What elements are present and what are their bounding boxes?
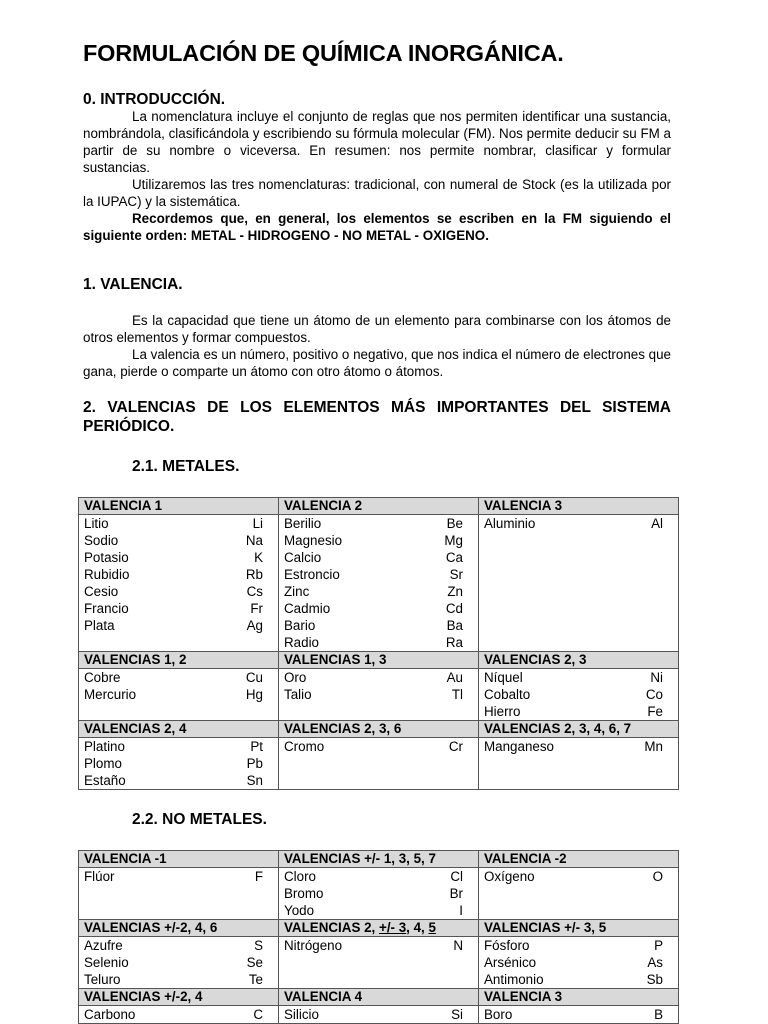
- valencia-paragraph-1: Es la capacidad que tiene un átomo de un elemento para combinarse con los átomos de otros elementos y formar compuestos.: [83, 313, 671, 345]
- element-name: Silicio: [284, 1007, 319, 1022]
- element-name: Aluminio: [484, 516, 536, 531]
- element-entry: [484, 669, 673, 686]
- element-entry: [84, 669, 273, 686]
- element-entry: [84, 566, 273, 583]
- element-entry: [484, 686, 673, 703]
- element-name: Francio: [84, 601, 129, 616]
- element-symbol: Rb: [245, 567, 263, 582]
- element-name: Azufre: [84, 938, 123, 953]
- element-name: Plata: [84, 618, 115, 633]
- table-cell: [479, 937, 679, 989]
- element-name: Oxígeno: [484, 869, 535, 884]
- element-symbol: Mn: [644, 739, 663, 754]
- intro-paragraph-1: La nomenclatura incluye el conjunto de reglas que nos permiten identificar una sustancia, nombrándola, clasificándola y escribiendo su fórmula molecular (FM). Nos permite deducir su FM a partir de su nombre o viceversa. En resumen: nos permite nombrar, clasificar y formular sustancias.: [83, 109, 671, 175]
- no-metales-header-row-1: [79, 851, 679, 868]
- element-name: Selenio: [84, 955, 129, 970]
- table-header: [279, 920, 479, 937]
- underlined-valence: +/- 3: [379, 920, 407, 935]
- element-entry: [84, 755, 273, 772]
- metales-row-3: [79, 738, 679, 790]
- element-entry: [84, 772, 273, 789]
- element-name: Cadmio: [284, 601, 331, 616]
- element-symbol: Li: [252, 516, 263, 531]
- section-1-body: [83, 312, 671, 380]
- table-header: VALENCIA 3: [479, 989, 679, 1006]
- element-name: Magnesio: [284, 533, 343, 548]
- no-metales-header-row-2: [79, 920, 679, 937]
- table-header: VALENCIAS 2, 3, 6: [279, 721, 479, 738]
- element-entry: [284, 634, 473, 651]
- table-cell: [79, 738, 279, 790]
- table-header: VALENCIA -2: [479, 851, 679, 868]
- no-metales-row-1: [79, 868, 679, 920]
- element-name: Radio: [284, 635, 319, 650]
- element-name: Plomo: [84, 756, 122, 771]
- element-symbol: Tl: [451, 687, 463, 702]
- element-entry: [284, 532, 473, 549]
- element-name: Cloro: [284, 869, 316, 884]
- table-cell: [279, 669, 479, 721]
- table-cell: [279, 738, 479, 790]
- intro-paragraph-3: Recordemos que, en general, los elementos se escriben en la FM siguiendo el siguiente orden: METAL - HIDROGENO - NO METAL - OXIGENO.: [83, 211, 671, 243]
- element-name: Cobre: [84, 670, 121, 685]
- table-cell: [479, 738, 679, 790]
- header-text: VALENCIAS 2,: [284, 920, 379, 935]
- element-symbol: Al: [651, 516, 663, 531]
- element-symbol: Be: [446, 516, 463, 531]
- table-header: VALENCIAS 2, 3, 4, 6, 7: [479, 721, 679, 738]
- element-entry: [284, 738, 473, 755]
- section-2-heading: 2. VALENCIAS DE LOS ELEMENTOS MÁS IMPORTANTES DEL SISTEMA PERIÓDICO.: [83, 399, 671, 435]
- table-cell: [479, 669, 679, 721]
- element-entry: [84, 549, 273, 566]
- element-symbol: Co: [645, 687, 663, 702]
- section-0-body: [83, 108, 671, 244]
- table-cell: [479, 868, 679, 920]
- element-symbol: Sb: [646, 972, 663, 987]
- element-name: Yodo: [284, 903, 315, 918]
- element-symbol: Ni: [650, 670, 663, 685]
- element-entry: [84, 583, 273, 600]
- element-symbol: Ag: [246, 618, 263, 633]
- table-header: VALENCIAS +/-2, 4, 6: [79, 920, 279, 937]
- section-0-heading: 0. INTRODUCCIÓN.: [83, 91, 226, 108]
- element-name: Talio: [284, 687, 312, 702]
- element-entry: [284, 617, 473, 634]
- element-entry: [84, 686, 273, 703]
- no-metales-table: [78, 850, 679, 1024]
- underlined-valence: 5: [428, 920, 436, 935]
- table-cell: [279, 1006, 479, 1024]
- element-name: Hierro: [484, 704, 521, 719]
- element-name: Potasio: [84, 550, 129, 565]
- element-entry: [84, 868, 273, 885]
- element-name: Platino: [84, 739, 125, 754]
- element-name: Sodio: [84, 533, 119, 548]
- element-name: Boro: [484, 1007, 513, 1022]
- element-entry: [284, 669, 473, 686]
- element-name: Teluro: [84, 972, 121, 987]
- no-metales-row-2: [79, 937, 679, 989]
- table-header: VALENCIAS 1, 2: [79, 652, 279, 669]
- element-name: Calcio: [284, 550, 322, 565]
- element-entry: [284, 583, 473, 600]
- table-header: VALENCIA 3: [479, 498, 679, 515]
- element-name: Cobalto: [484, 687, 531, 702]
- element-name: Rubidio: [84, 567, 130, 582]
- element-name: Oro: [284, 670, 307, 685]
- element-name: Cromo: [284, 739, 325, 754]
- element-entry: [484, 954, 673, 971]
- table-cell: [279, 868, 479, 920]
- table-header: VALENCIAS 2, 4: [79, 721, 279, 738]
- metales-header-row-1: [79, 498, 679, 515]
- no-metales-heading: 2.2. NO METALES.: [132, 811, 267, 828]
- element-name: Estroncio: [284, 567, 340, 582]
- table-header: VALENCIA 2: [279, 498, 479, 515]
- metales-row-1: [79, 515, 679, 652]
- valencia-paragraph-2: La valencia es un número, positivo o negativo, que nos indica el número de electrones que gana, pierde o comparte un átomo con otro átomo o átomos.: [83, 347, 671, 379]
- document-title: FORMULACIÓN DE QUÍMICA INORGÁNICA.: [83, 40, 564, 66]
- element-entry: [484, 515, 673, 532]
- element-symbol: N: [453, 938, 463, 953]
- element-entry: [284, 885, 473, 902]
- element-entry: [84, 1006, 273, 1023]
- element-symbol: Br: [449, 886, 463, 901]
- element-symbol: Cs: [246, 584, 263, 599]
- table-header: VALENCIA 4: [279, 989, 479, 1006]
- no-metales-header-row-3: [79, 989, 679, 1006]
- table-cell: [79, 515, 279, 652]
- element-entry: [484, 703, 673, 720]
- element-entry: [484, 1006, 673, 1023]
- element-symbol: O: [652, 869, 663, 884]
- table-header: VALENCIAS 2, 3: [479, 652, 679, 669]
- element-symbol: Pt: [250, 739, 263, 754]
- table-cell: [79, 937, 279, 989]
- table-cell: [479, 515, 679, 652]
- metales-heading: 2.1. METALES.: [132, 458, 240, 475]
- element-symbol: Fr: [250, 601, 263, 616]
- element-symbol: Cd: [445, 601, 463, 616]
- section-1-heading: 1. VALENCIA.: [83, 276, 183, 293]
- header-text: , 4,: [406, 920, 429, 935]
- metales-row-2: [79, 669, 679, 721]
- element-symbol: As: [647, 955, 663, 970]
- element-name: Cesio: [84, 584, 119, 599]
- element-symbol: Pb: [246, 756, 263, 771]
- element-symbol: Ba: [446, 618, 463, 633]
- element-entry: [484, 971, 673, 988]
- element-symbol: Sr: [449, 567, 463, 582]
- element-entry: [284, 937, 473, 954]
- element-entry: [484, 868, 673, 885]
- element-entry: [284, 549, 473, 566]
- element-entry: [284, 1006, 473, 1023]
- element-symbol: Ca: [445, 550, 463, 565]
- element-symbol: Sn: [246, 773, 263, 788]
- element-entry: [84, 937, 273, 954]
- metales-header-row-2: [79, 652, 679, 669]
- element-name: Manganeso: [484, 739, 554, 754]
- element-symbol: Fe: [647, 704, 663, 719]
- table-cell: [79, 669, 279, 721]
- element-symbol: F: [254, 869, 263, 884]
- table-header: VALENCIAS +/- 1, 3, 5, 7: [279, 851, 479, 868]
- element-entry: [284, 902, 473, 919]
- element-name: Bario: [284, 618, 316, 633]
- element-entry: [84, 532, 273, 549]
- element-symbol: P: [654, 938, 663, 953]
- element-entry: [284, 566, 473, 583]
- element-symbol: Si: [451, 1007, 463, 1022]
- table-cell: [279, 937, 479, 989]
- element-symbol: Te: [248, 972, 263, 987]
- element-entry: [284, 600, 473, 617]
- element-name: Nitrógeno: [284, 938, 343, 953]
- element-symbol: Cr: [448, 739, 463, 754]
- element-symbol: Se: [246, 955, 263, 970]
- element-name: Carbono: [84, 1007, 136, 1022]
- element-entry: [284, 515, 473, 532]
- table-cell: [79, 868, 279, 920]
- element-symbol: Au: [446, 670, 463, 685]
- no-metales-row-3: [79, 1006, 679, 1024]
- element-entry: [484, 738, 673, 755]
- element-symbol: B: [654, 1007, 663, 1022]
- element-entry: [84, 515, 273, 532]
- table-cell: [279, 515, 479, 652]
- element-name: Níquel: [484, 670, 523, 685]
- element-symbol: Mg: [444, 533, 463, 548]
- element-symbol: S: [254, 938, 263, 953]
- element-entry: [484, 937, 673, 954]
- element-entry: [284, 868, 473, 885]
- element-name: Litio: [84, 516, 109, 531]
- element-name: Berilio: [284, 516, 322, 531]
- element-name: Zinc: [284, 584, 310, 599]
- element-name: Flúor: [84, 869, 115, 884]
- table-header: VALENCIA 1: [79, 498, 279, 515]
- element-entry: [84, 954, 273, 971]
- element-symbol: I: [459, 903, 463, 918]
- element-entry: [84, 617, 273, 634]
- table-header: VALENCIA -1: [79, 851, 279, 868]
- element-name: Estaño: [84, 773, 126, 788]
- element-entry: [84, 738, 273, 755]
- element-entry: [84, 971, 273, 988]
- element-name: Mercurio: [84, 687, 137, 702]
- metales-header-row-3: [79, 721, 679, 738]
- element-entry: [84, 600, 273, 617]
- element-symbol: Cl: [450, 869, 463, 884]
- table-cell: [79, 1006, 279, 1024]
- element-name: Arsénico: [484, 955, 537, 970]
- element-symbol: K: [254, 550, 263, 565]
- table-header: VALENCIAS 1, 3: [279, 652, 479, 669]
- element-symbol: Zn: [447, 584, 463, 599]
- element-symbol: Cu: [245, 670, 263, 685]
- element-symbol: Ra: [445, 635, 463, 650]
- element-entry: [284, 686, 473, 703]
- table-cell: [479, 1006, 679, 1024]
- element-symbol: Na: [245, 533, 263, 548]
- element-name: Bromo: [284, 886, 324, 901]
- metales-table: [78, 497, 679, 790]
- element-symbol: C: [253, 1007, 263, 1022]
- element-symbol: Hg: [245, 687, 263, 702]
- element-name: Antimonio: [484, 972, 544, 987]
- table-header: VALENCIAS +/- 3, 5: [479, 920, 679, 937]
- table-header: VALENCIAS +/-2, 4: [79, 989, 279, 1006]
- element-name: Fósforo: [484, 938, 530, 953]
- intro-paragraph-2: Utilizaremos las tres nomenclaturas: tradicional, con numeral de Stock (es la utilizada por la IUPAC) y la sistemática.: [83, 177, 671, 209]
